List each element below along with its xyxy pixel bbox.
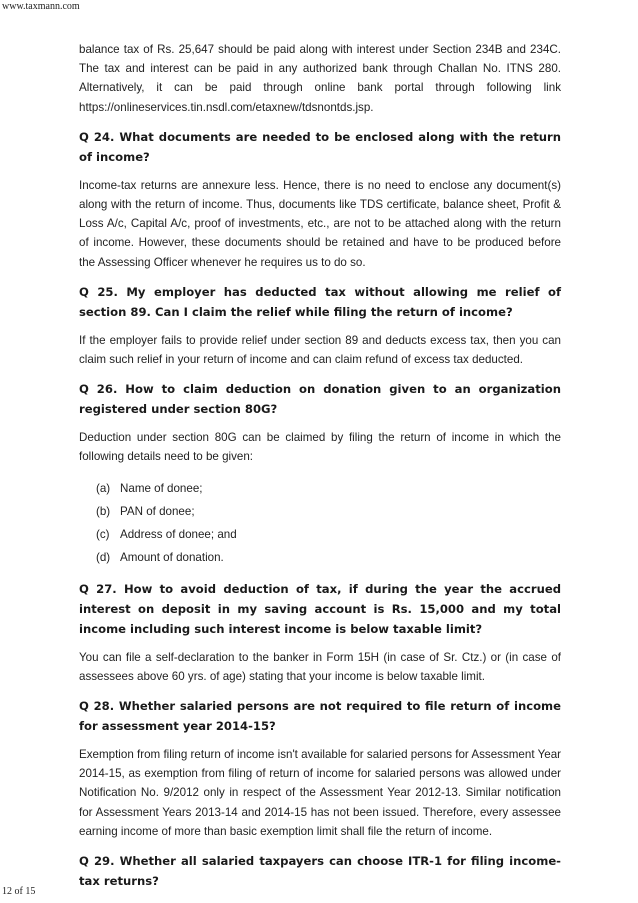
intro-paragraph: balance tax of Rs. 25,647 should be paid along with interest under Section 234B and 234C. The tax and interest can be paid in any authorized bank through Challan No. ITNS 280. Alternatively, it can be paid through online bank portal through following link https://onlineservices.tin.nsdl.com/etaxnew/tdsnontds.jsp. bbox=[79, 43, 561, 114]
list-item bbox=[96, 500, 561, 523]
answer-24: Income-tax returns are annexure less. Hence, there is no need to enclose any document(s) along with the return of income. Thus, documents like TDS certificate, balance sheet, Profit & Loss A/c, Capital A/c, proof of investments, etc., are not to be attached along with the return of income. However, these documents should be retained and have to be produced before the Assessing Officer whenever he requires us to do so. bbox=[79, 178, 561, 269]
answer-26: Deduction under section 80G can be claimed by filing the return of income in which the following details need to be given: bbox=[79, 431, 561, 464]
list-item-text: PAN of donee; bbox=[120, 504, 195, 518]
list-item bbox=[96, 477, 561, 500]
list-item-text: Amount of donation. bbox=[120, 550, 224, 564]
donation-details-list bbox=[96, 477, 561, 569]
site-url: www.taxmann.com bbox=[2, 1, 80, 12]
list-marker: (d) bbox=[96, 550, 111, 564]
list-marker: (b) bbox=[96, 504, 111, 518]
list-item-text: Name of donee; bbox=[120, 481, 203, 495]
question-29: Q 29. Whether all salaried taxpayers can choose ITR-1 for filing income-tax returns? bbox=[79, 854, 561, 889]
question-28: Q 28. Whether salaried persons are not required to file return of income for assessment year 2014-15? bbox=[79, 699, 561, 734]
list-item bbox=[96, 523, 561, 546]
question-26: Q 26. How to claim deduction on donation given to an organization registered under section 80G? bbox=[79, 382, 561, 417]
answer-27: You can file a self-declaration to the banker in Form 15H (in case of Sr. Ctz.) or (in case of assessees above 60 yrs. of age) stating that your income is below taxable limit. bbox=[79, 650, 561, 683]
list-item bbox=[96, 546, 561, 569]
list-marker: (c) bbox=[96, 527, 110, 541]
answer-28: Exemption from filing return of income isn't available for salaried persons for Assessment Year 2014-15, as exemption from filing of return of income for salaried persons was allowed under Notification No. 9/2012 only in respect of the Assessment Year 2012-13. Similar notification for Assessment Years 2013-14 and 2014-15 has not been issued. Therefore, every assessee earning income of more than basic exemption limit shall file the return of income. bbox=[79, 748, 561, 838]
list-item-text: Address of donee; and bbox=[120, 527, 237, 541]
question-24: Q 24. What documents are needed to be enclosed along with the return of income? bbox=[79, 129, 561, 164]
answer-25: If the employer fails to provide relief under section 89 and deducts excess tax, then you can claim such relief in your return of income and can claim refund of excess tax deducted. bbox=[79, 333, 561, 367]
page-number: 12 of 15 bbox=[2, 886, 36, 897]
document-body bbox=[79, 40, 561, 891]
question-27: Q 27. How to avoid deduction of tax, if during the year the accrued interest on deposit in my saving account is Rs. 15,000 and my total income including such interest income is below taxable limit? bbox=[79, 581, 561, 636]
question-25: Q 25. My employer has deducted tax without allowing me relief of section 89. Can I claim the relief while filing the return of income? bbox=[79, 284, 561, 319]
list-marker: (a) bbox=[96, 481, 111, 495]
